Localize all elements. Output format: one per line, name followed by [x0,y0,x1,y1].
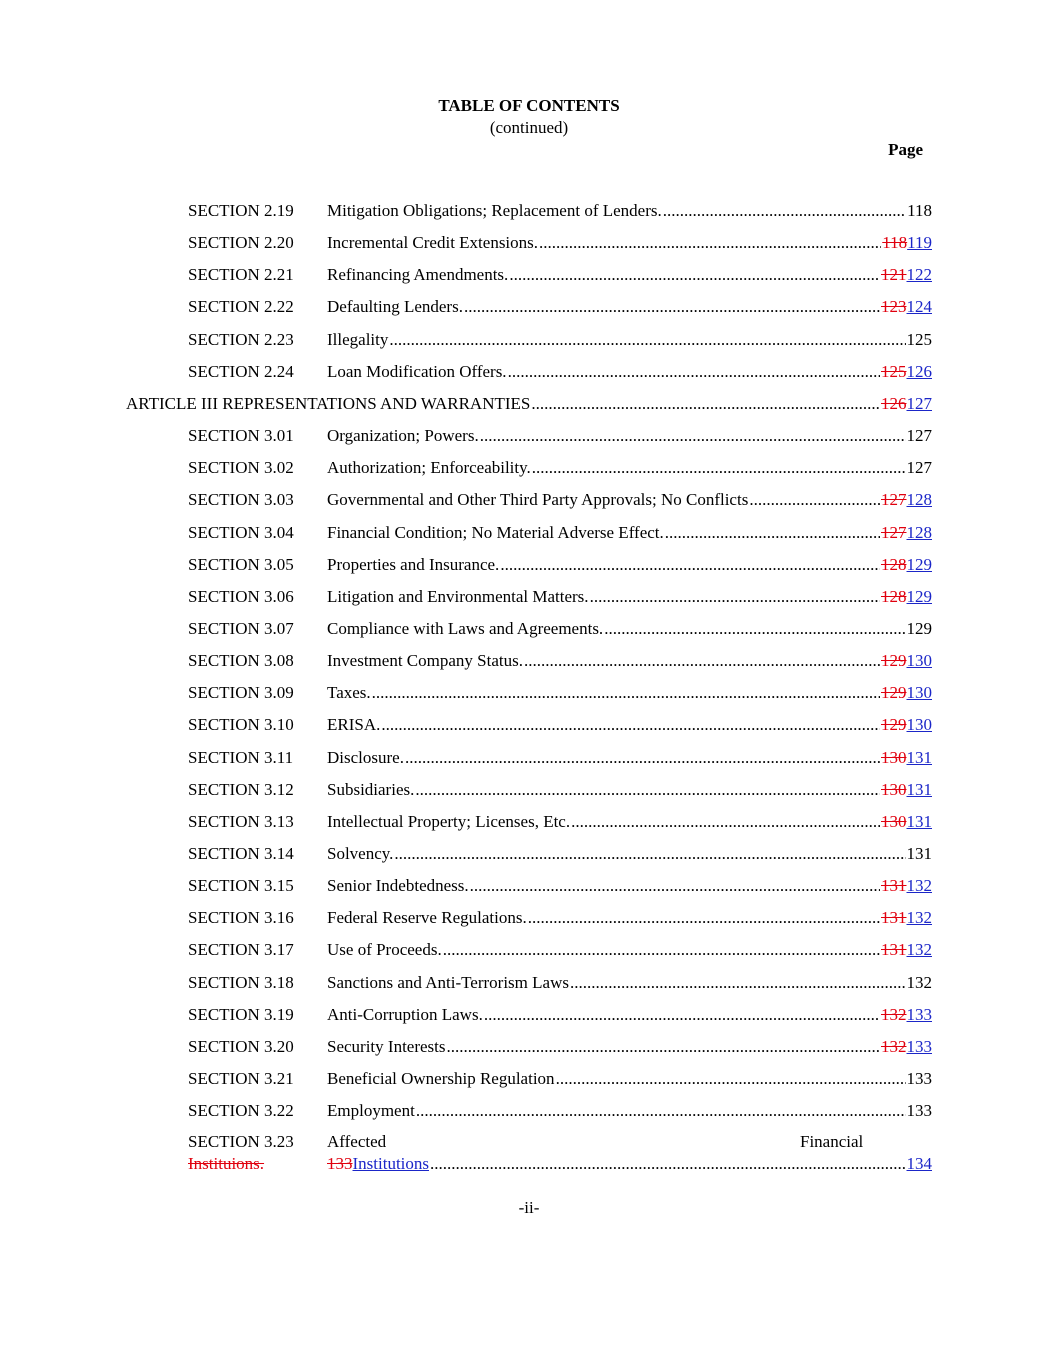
deleted-page-number: 132 [881,1037,907,1056]
inserted-page-number: 127 [906,394,932,413]
toc-entry-number: SECTION 3.04 [188,523,294,542]
toc-entry-title: Beneficial Ownership Regulation [327,1069,555,1088]
toc-entry-3-23-line1 [188,1131,932,1153]
toc-article-entry [126,393,932,415]
leader-dots [430,1153,905,1175]
leader-dots [556,1068,906,1090]
leader-dots [571,811,880,833]
leader-dots [663,200,906,222]
leader-dots [381,714,880,736]
deleted-page-number: 129 [881,651,907,670]
inserted-word: Institutions [352,1154,430,1173]
deleted-page-number: 128 [881,587,907,606]
toc-subtitle: (continued) [489,118,569,137]
toc-entry [188,361,932,383]
toc-entry-page: 131 [906,844,932,863]
toc-entry-title: Defaulting Lenders. [327,297,463,316]
toc-entry-number: SECTION 2.21 [188,265,294,284]
leader-dots [665,522,880,544]
toc-entry-title: Mitigation Obligations; Replacement of Lenders. [327,201,662,220]
leader-dots [531,393,880,415]
toc-entry [188,747,932,769]
toc-entry [188,939,932,961]
deleted-page-number: 133 [327,1154,353,1173]
deleted-page-number: 130 [881,780,907,799]
toc-entry [188,1068,932,1090]
toc-entry-number: SECTION 2.22 [188,297,294,316]
toc-entry-page: 133 [906,1101,932,1120]
inserted-page-number: 128 [906,490,932,509]
toc-entry [188,1100,932,1122]
toc-entry-title: Investment Company Status. [327,651,523,670]
inserted-page-number: 131 [906,748,932,767]
toc-entry-number: SECTION 3.07 [188,619,294,638]
deleted-page-number: 127 [881,523,907,542]
toc-title: TABLE OF CONTENTS [438,96,620,115]
inserted-page-number: 124 [906,297,932,316]
leader-dots [480,425,906,447]
toc-entry-title: Solvency. [327,844,394,863]
leader-dots [509,264,880,286]
toc-entry-number: SECTION 2.19 [188,201,294,220]
deleted-page-number: 129 [881,715,907,734]
toc-entry [188,296,932,318]
deleted-page-number: 118 [882,233,908,252]
toc-entry-title: Financial Condition; No Material Adverse Effect. [327,523,664,542]
toc-entry-3-23-line2 [188,1153,932,1175]
page-column-header: Page [888,140,923,159]
inserted-page-number: 129 [906,587,932,606]
deleted-page-number: 131 [881,876,907,895]
leader-dots [508,361,880,383]
leader-dots [372,682,880,704]
inserted-page-number: 130 [906,715,932,734]
toc-entry-page: 125 [906,330,932,349]
inserted-page-number: 131 [906,780,932,799]
inserted-page-number: 131 [906,812,932,831]
toc-entry-number: SECTION 3.08 [188,651,294,670]
toc-entry-title: Anti-Corruption Laws. [327,1005,483,1024]
leader-dots [394,843,905,865]
toc-entry-number: SECTION 2.24 [188,362,294,381]
leader-dots [570,972,906,994]
toc-entry-number: SECTION 3.01 [188,426,294,445]
toc-entry-number: SECTION 3.17 [188,940,294,959]
toc-entry [188,329,932,351]
toc-entry-title: Illegality [327,330,389,349]
toc-entry-number: SECTION 3.19 [188,1005,294,1024]
toc-entry-page: 118 [907,201,932,220]
toc-entry [188,714,932,736]
toc-entry-title: Disclosure. [327,748,404,767]
toc-entry-title: Properties and Insurance. [327,555,500,574]
leader-dots [447,1036,881,1058]
toc-entry-title: Security Interests [327,1037,446,1056]
toc-entry [188,618,932,640]
toc-entry [188,1036,932,1058]
toc-entry-number: SECTION 3.12 [188,780,294,799]
toc-entry-title: Compliance with Laws and Agreements. [327,619,604,638]
leader-dots [484,1004,880,1026]
deleted-page-number: 130 [881,748,907,767]
inserted-page-number: 122 [906,265,932,284]
toc-entry-number: SECTION 2.20 [188,233,294,252]
toc-entry-number: SECTION 3.11 [188,748,294,767]
leader-dots [443,939,880,961]
toc-entry [188,779,932,801]
toc-entry [188,522,932,544]
toc-entry-title-line2 [327,1153,429,1175]
page-footer-number: -ii- [518,1198,540,1217]
toc-entry-title: Loan Modification Offers. [327,362,507,381]
toc-entry-title: ERISA. [327,715,381,734]
toc-entry-number: SECTION 3.16 [188,908,294,927]
leader-dots [524,650,880,672]
deleted-page-number: 126 [881,394,907,413]
toc-entry [188,264,932,286]
toc-entry-title: Subsidiaries. [327,780,415,799]
toc-entry [188,907,932,929]
toc-entry-page: 127 [906,458,932,477]
inserted-page-number: 128 [906,523,932,542]
toc-entry [188,682,932,704]
toc-entry-title: Litigation and Environmental Matters. [327,587,589,606]
toc-entry-number: SECTION 3.03 [188,490,294,509]
toc-entry-number: SECTION 3.22 [188,1101,294,1120]
inserted-page-number: 130 [906,651,932,670]
toc-entry-number: SECTION 3.15 [188,876,294,895]
inserted-page-number: 132 [906,876,932,895]
toc-entry-title: Refinancing Amendments. [327,265,509,284]
toc-entry-title: Governmental and Other Third Party Approvals; No Conflicts [327,490,749,509]
toc-entry-title: Organization; Powers. [327,426,479,445]
toc-entry-number: SECTION 3.09 [188,683,294,702]
toc-entry-title: Employment [327,1101,415,1120]
toc-entry [188,875,932,897]
deleted-page-number: 127 [881,490,907,509]
deleted-word: Instituions. [188,1154,265,1173]
toc-entry-number: SECTION 3.23 [188,1132,294,1151]
toc-entry-page: 133 [906,1069,932,1088]
toc-entry-number: SECTION 3.14 [188,844,294,863]
toc-entry-number: SECTION 3.20 [188,1037,294,1056]
toc-entry-number: SECTION 3.10 [188,715,294,734]
deleted-page-number: 131 [881,940,907,959]
leader-dots [389,329,905,351]
toc-entry [188,1004,932,1026]
toc-entry-title: Senior Indebtedness. [327,876,469,895]
leader-dots [590,586,880,608]
deleted-page-number: 130 [881,812,907,831]
toc-entry [188,650,932,672]
deleted-page-number: 129 [881,683,907,702]
inserted-page-number: 129 [906,555,932,574]
leader-dots [415,779,880,801]
deleted-page-number: 128 [881,555,907,574]
leader-dots [604,618,905,640]
toc-entry-title: Incremental Credit Extensions. [327,233,539,252]
toc-entry-title: Use of Proceeds. [327,940,442,959]
deleted-page-number: 131 [881,908,907,927]
leader-dots [749,489,880,511]
toc-entry [188,586,932,608]
toc-entry [188,972,932,994]
leader-dots [532,457,906,479]
leader-dots [539,232,881,254]
toc-entry-page: 134 [906,1154,932,1173]
toc-entry [188,425,932,447]
leader-dots [405,747,880,769]
inserted-page-number: 133 [906,1037,932,1056]
toc-entry [188,554,932,576]
inserted-page-number: 133 [906,1005,932,1024]
deleted-page-number: 121 [881,265,907,284]
toc-entry-title: ARTICLE III REPRESENTATIONS AND WARRANTIES [126,394,531,413]
inserted-page-number: 130 [906,683,932,702]
leader-dots [528,907,880,929]
toc-entry [188,457,932,479]
deleted-page-number: 132 [881,1005,907,1024]
toc-entry-number: SECTION 2.23 [188,330,294,349]
toc-entry-title: Taxes. [327,683,371,702]
toc-entry [188,843,932,865]
deleted-page-number: 125 [881,362,907,381]
toc-entry-title-part2: Financial [800,1132,864,1151]
toc-entry-number: SECTION 3.18 [188,973,294,992]
toc-entry-number: SECTION 3.05 [188,555,294,574]
toc-entry-number: SECTION 3.21 [188,1069,294,1088]
toc-entry-title: Federal Reserve Regulations. [327,908,527,927]
toc-entry [188,200,932,222]
toc-entry-number: SECTION 3.06 [188,587,294,606]
toc-entry [188,811,932,833]
inserted-page-number: 126 [906,362,932,381]
toc-entry-title-part1: Affected [327,1132,387,1151]
toc-entry [188,232,932,254]
toc-entry-page: 127 [906,426,932,445]
toc-entry-page: 129 [906,619,932,638]
leader-dots [416,1100,906,1122]
toc-entry-title: Authorization; Enforceability. [327,458,531,477]
leader-dots [464,296,880,318]
toc-entry-number: SECTION 3.13 [188,812,294,831]
toc-entry-number: SECTION 3.02 [188,458,294,477]
inserted-page-number: 132 [906,940,932,959]
inserted-page-number: 132 [906,908,932,927]
leader-dots [470,875,880,897]
toc-entry-title: Sanctions and Anti-Terrorism Laws [327,973,569,992]
deleted-page-number: 123 [881,297,907,316]
toc-entry [188,489,932,511]
toc-entry-title: Intellectual Property; Licenses, Etc. [327,812,571,831]
inserted-page-number: 119 [907,233,932,252]
leader-dots [500,554,880,576]
toc-entry-page: 132 [906,973,932,992]
